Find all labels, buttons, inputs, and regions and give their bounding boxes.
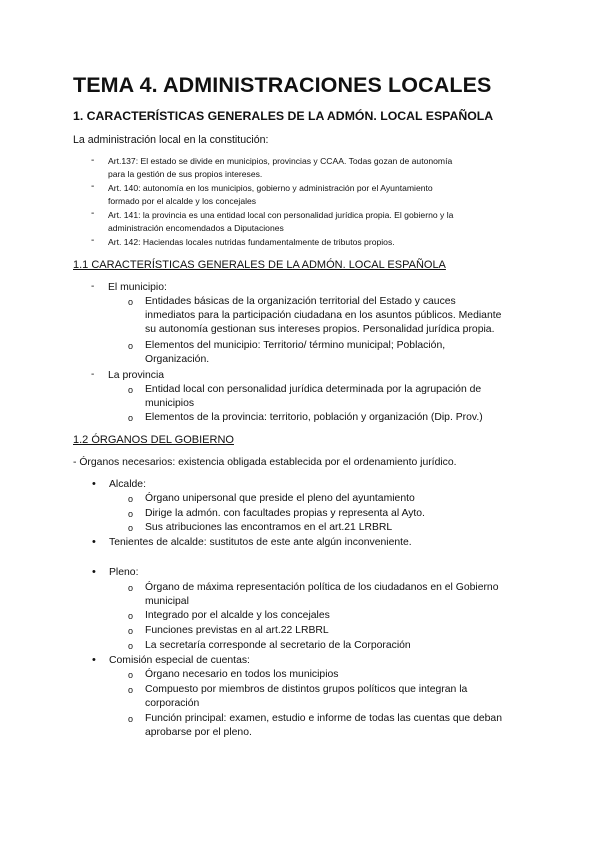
circle-bullet: o bbox=[128, 641, 134, 651]
list-item: Elementos de la provincia: territorio, población y organización (Dip. Prov.) bbox=[145, 412, 483, 423]
dash-bullet: - bbox=[91, 235, 95, 246]
list-item: La secretaría corresponde al secretario de la Corporación bbox=[145, 640, 411, 651]
tenientes-item: Tenientes de alcalde: sustitutos de este ante algún inconveniente. bbox=[109, 537, 412, 548]
list-item: municipios bbox=[145, 398, 195, 409]
dash-bullet: - bbox=[91, 155, 95, 166]
article-line: Art. 140: autonomía en los municipios, gobierno y administración por el Ayuntamiento bbox=[108, 183, 433, 193]
circle-bullet: o bbox=[128, 626, 134, 636]
dash-bullet: - bbox=[91, 281, 95, 292]
article-line: para la gestión de sus propios intereses. bbox=[108, 169, 263, 179]
list-item: inmediatos para la participación ciudadana en los asuntos públicos. Mediante bbox=[145, 310, 502, 321]
circle-bullet: o bbox=[128, 714, 134, 724]
section-1-1-heading: 1.1 CARACTERÍSTICAS GENERALES DE LA ADMÓN. LOCAL ESPAÑOLA bbox=[73, 259, 446, 271]
list-item: Funciones previstas en al art.22 LRBRL bbox=[145, 625, 329, 636]
list-item: Compuesto por miembros de distintos grupos políticos que integran la bbox=[145, 684, 468, 695]
dash-bullet: - bbox=[91, 208, 95, 219]
page-title: TEMA 4. ADMINISTRACIONES LOCALES bbox=[73, 73, 492, 97]
section-1-intro: La administración local en la constitución: bbox=[73, 134, 269, 146]
circle-bullet: o bbox=[128, 385, 134, 395]
list-item: su autonomía gestionan sus intereses propios. Personalidad jurídica propia. bbox=[145, 324, 495, 335]
dot-bullet: • bbox=[92, 566, 96, 578]
circle-bullet: o bbox=[128, 341, 134, 351]
comision-label: Comisión especial de cuentas: bbox=[109, 655, 250, 666]
article-line: Art. 142: Haciendas locales nutridas fundamentalmente de tributos propios. bbox=[108, 237, 395, 247]
dot-bullet: • bbox=[92, 536, 96, 548]
list-item: corporación bbox=[145, 698, 200, 709]
circle-bullet: o bbox=[128, 509, 134, 519]
dot-bullet: • bbox=[92, 478, 96, 490]
list-item: Elementos del municipio: Territorio/ término municipal; Población, bbox=[145, 340, 446, 351]
circle-bullet: o bbox=[128, 523, 134, 533]
dash-bullet: - bbox=[91, 181, 95, 192]
article-line: Art. 141: la provincia es una entidad local con personalidad jurídica propia. El gobierno y la bbox=[108, 210, 454, 220]
list-item: Dirige la admón. con facultades propias y representa al Ayto. bbox=[145, 508, 425, 519]
list-item: Función principal: examen, estudio e informe de todas las cuentas que deban bbox=[145, 713, 502, 724]
section-1-heading: 1. CARACTERÍSTICAS GENERALES DE LA ADMÓN. LOCAL ESPAÑOLA bbox=[73, 109, 494, 123]
circle-bullet: o bbox=[128, 413, 134, 423]
article-line: Art.137: El estado se divide en municipios, provincias y CCAA. Todas gozan de autonomía bbox=[108, 156, 453, 166]
municipio-label: El municipio: bbox=[108, 282, 167, 293]
pleno-label: Pleno: bbox=[109, 567, 139, 578]
article-line: formado por el alcalde y los concejales bbox=[108, 196, 257, 206]
list-item: Órgano de máxima representación política de los ciudadanos en el Gobierno bbox=[145, 582, 499, 593]
list-item: Integrado por el alcalde y los concejales bbox=[145, 610, 330, 621]
list-item: Organización. bbox=[145, 354, 210, 365]
list-item: Entidades básicas de la organización territorial del Estado y cauces bbox=[145, 296, 456, 307]
section-1-2-intro: - Órganos necesarios: existencia obligada establecida por el ordenamiento jurídico. bbox=[73, 457, 457, 468]
dot-bullet: • bbox=[92, 654, 96, 666]
circle-bullet: o bbox=[128, 297, 134, 307]
circle-bullet: o bbox=[128, 670, 134, 680]
circle-bullet: o bbox=[128, 611, 134, 621]
circle-bullet: o bbox=[128, 494, 134, 504]
dash-bullet: - bbox=[91, 369, 95, 380]
list-item: Órgano necesario en todos los municipios bbox=[145, 669, 339, 680]
alcalde-label: Alcalde: bbox=[109, 479, 146, 490]
article-line: administración encomendados a Diputaciones bbox=[108, 223, 284, 233]
list-item: municipal bbox=[145, 596, 189, 607]
circle-bullet: o bbox=[128, 685, 134, 695]
provincia-label: La provincia bbox=[108, 370, 165, 381]
list-item: aprobarse por el pleno. bbox=[145, 727, 252, 738]
list-item: Sus atribuciones las encontramos en el art.21 LRBRL bbox=[145, 522, 393, 533]
circle-bullet: o bbox=[128, 583, 134, 593]
section-1-2-heading: 1.2 ÓRGANOS DEL GOBIERNO bbox=[73, 434, 234, 446]
list-item: Órgano unipersonal que preside el pleno del ayuntamiento bbox=[145, 493, 415, 504]
list-item: Entidad local con personalidad jurídica determinada por la agrupación de bbox=[145, 384, 482, 395]
